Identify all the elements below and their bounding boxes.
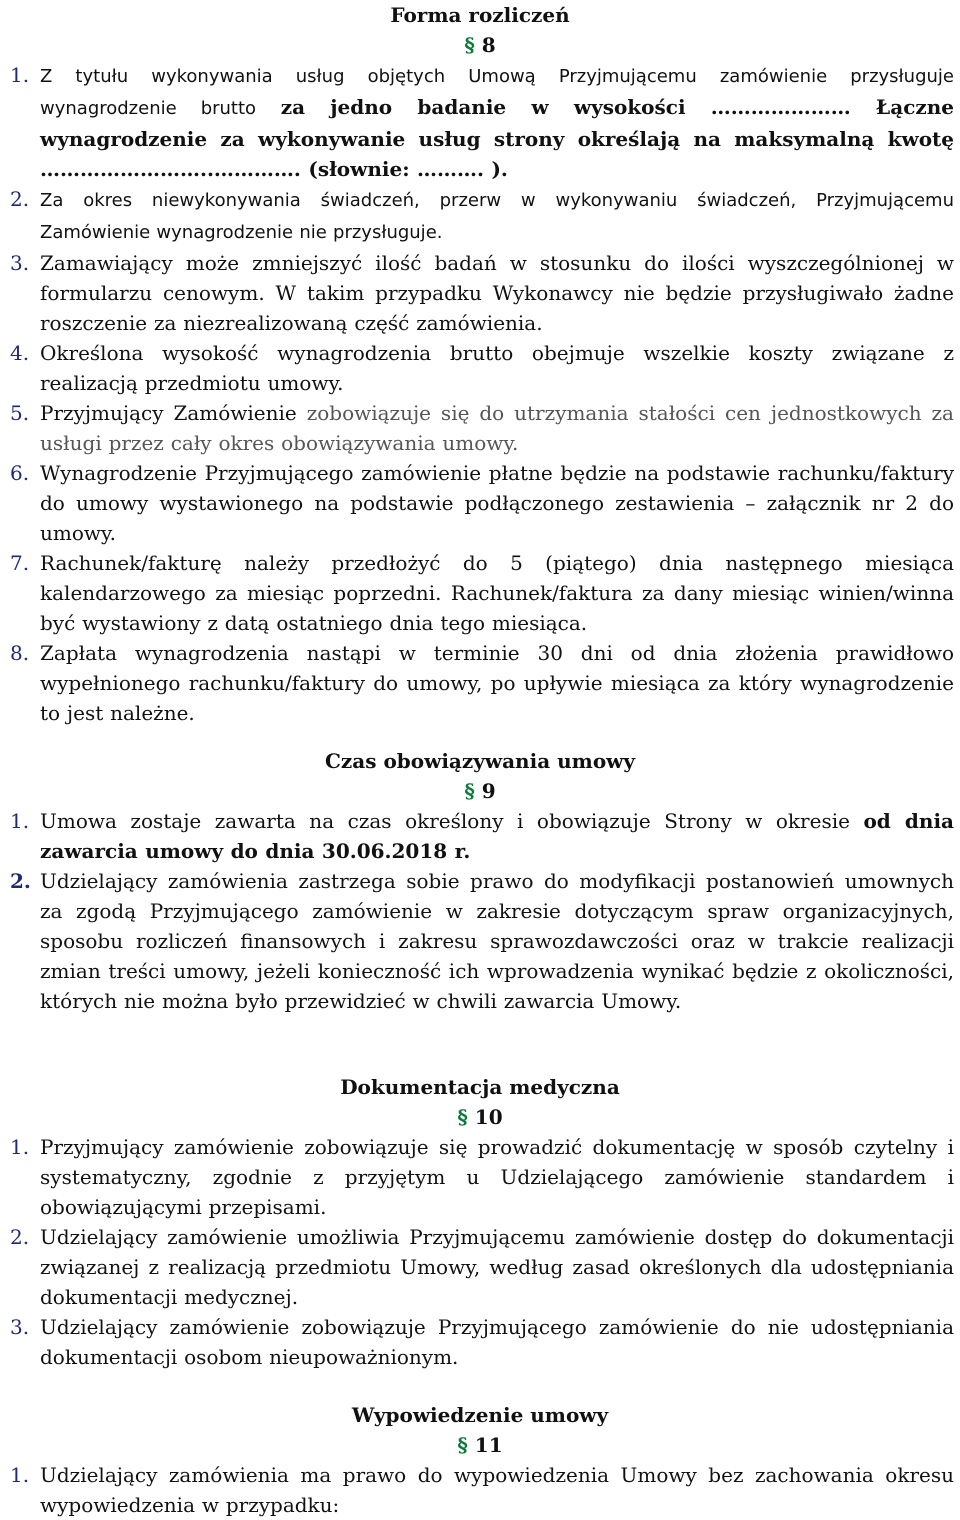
clause-item — [0, 548, 960, 638]
clause-number: 6. — [10, 461, 30, 485]
paragraph-number-value: 11 — [474, 1433, 503, 1457]
section-title: Czas obowiązywania umowy — [325, 749, 635, 773]
clause-item — [0, 806, 960, 866]
clause-number: 2. — [10, 869, 31, 893]
clause-number: 1. — [10, 1135, 30, 1159]
clause-number: 1. — [10, 63, 30, 87]
clause-text: Udzielający zamówienia ma prawo do wypowiedzenia Umowy bez zachowania okresu wypowiedzenia w przypadku: — [40, 1463, 954, 1517]
clause-text: Udzielający zamówienie umożliwia Przyjmującemu zamówienie dostęp do dokumentacji związanej z realizacją przedmiotu Umowy, według zasad określonych dla udostępniania dokumentacji medycznej. — [40, 1225, 954, 1309]
paragraph-number-value: 8 — [481, 33, 496, 57]
clause-text: Udzielający zamówienia zastrzega sobie prawo do modyfikacji postanowień umownych za zgodą Przyjmującego zamówienie w zakresie dotyczącym spraw organizacyjnych, sposobu rozliczeń finansowych i zakresu sprawozdawczości oraz w trakcie realizacji zmian treści umowy, jeżeli konieczność ich wprowadzenia wynikać będzie z okoliczności, których nie można było przewidzieć w chwili zawarcia Umowy. — [40, 869, 954, 1013]
clause-text: Określona wysokość wynagrodzenia brutto obejmuje wszelkie koszty związane z realizacją przedmiotu umowy. — [40, 341, 954, 395]
clause-item — [0, 248, 960, 338]
clause-number: 2. — [10, 187, 30, 211]
clause-text: Przyjmujący zamówienie zobowiązuje się prowadzić dokumentację w sposób czytelny i systematyczny, zgodnie z przyjętym u Udzielającego zamówienie standardem i obowiązującymi przepisami. — [40, 1135, 954, 1219]
clause-item — [0, 458, 960, 548]
clause-number: 1. — [10, 1463, 30, 1487]
clause-text: Wynagrodzenie Przyjmującego zamówienie płatne będzie na podstawie rachunku/faktury do umowy wystawionego na podstawie podłączonego zestawienia – załącznik nr 2 do umowy. — [40, 461, 954, 545]
clause-number: 4. — [10, 341, 30, 365]
clause-item — [0, 866, 960, 1016]
clause-text: Umowa zostaje zawarta na czas określony i obowiązuje Strony w okresie — [40, 809, 850, 833]
clause-item — [0, 338, 960, 398]
section-czas-obowiazywania — [0, 746, 960, 1016]
section-title: Forma rozliczeń — [390, 3, 570, 27]
clause-text-grey: zobowiązuje się do utrzymania stałości cen jednostkowych za usługi przez cały okres obowiązywania umowy. — [40, 401, 954, 455]
section-wypowiedzenie-umowy — [0, 1400, 960, 1520]
clause-text: Za okres niewykonywania świadczeń, przerw w wykonywaniu świadczeń, Przyjmującemu Zamówienie wynagrodzenie nie przysługuje. — [40, 190, 954, 243]
clause-list — [0, 60, 960, 728]
clause-text-bold: od dnia zawarcia umowy do dnia 30.06.2018 r. — [40, 809, 954, 863]
clause-item — [0, 60, 960, 184]
clause-number: 3. — [10, 1315, 30, 1339]
clause-number: 3. — [10, 251, 30, 275]
clause-number: 5. — [10, 401, 30, 425]
clause-number: 2. — [10, 1225, 30, 1249]
paragraph-number — [0, 1430, 960, 1460]
clause-item — [0, 1312, 960, 1372]
section-title: Dokumentacja medyczna — [340, 1075, 620, 1099]
paragraph-number — [0, 30, 960, 60]
clause-text: Zamawiający może zmniejszyć ilość badań w stosunku do ilości wyszczególnionej w formularzu cenowym. W takim przypadku Wykonawcy nie będzie przysługiwało żadne roszczenie za niezrealizowaną część zamówienia. — [40, 251, 954, 335]
clause-text: Rachunek/fakturę należy przedłożyć do 5 (piątego) dnia następnego miesiąca kalendarzowego za miesiąc poprzedni. Rachunek/faktura za dany miesiąc winien/winna być wystawiony z datą ostatniego dnia tego miesiąca. — [40, 551, 954, 635]
section-title: Wypowiedzenie umowy — [351, 1403, 609, 1427]
clause-item — [0, 398, 960, 458]
clause-item — [0, 1222, 960, 1312]
clause-text-bold: za jedno badanie w wysokości ………………… Łączne wynagrodzenie za wykonywanie usług strony określają na maksymalną kwotę ……………………..…………. (słownie: ………. ). — [40, 95, 955, 181]
clause-list — [0, 1460, 960, 1520]
paragraph-number — [0, 1102, 960, 1132]
section-forma-rozliczen — [0, 0, 960, 728]
clause-list — [0, 1132, 960, 1372]
paragraph-number-value: 10 — [474, 1105, 503, 1129]
clause-list — [0, 806, 960, 1016]
section-sign: § — [457, 1433, 468, 1457]
section-sign: § — [464, 33, 475, 57]
clause-text: Z tytułu wykonywania usług objętych Umową Przyjmującemu zamówienie przysługuje wynagrodzenie brutto — [40, 66, 954, 119]
clause-text: Udzielający zamówienie zobowiązuje Przyjmującego zamówienie do nie udostępniania dokumentacji osobom nieupoważnionym. — [40, 1315, 954, 1369]
clause-item — [0, 1132, 960, 1222]
clause-item — [0, 638, 960, 728]
clause-item — [0, 184, 960, 248]
section-sign: § — [464, 779, 475, 803]
clause-number: 7. — [10, 551, 30, 575]
section-sign: § — [457, 1105, 468, 1129]
paragraph-number — [0, 776, 960, 806]
clause-item — [0, 1460, 960, 1520]
paragraph-number-value: 9 — [481, 779, 496, 803]
clause-text: Zapłata wynagrodzenia nastąpi w terminie 30 dni od dnia złożenia prawidłowo wypełnionego rachunku/faktury do umowy, po upływie miesiąca za który wynagrodzenie to jest należne. — [40, 641, 954, 725]
clause-number: 8. — [10, 641, 30, 665]
clause-number: 1. — [10, 809, 30, 833]
section-dokumentacja-medyczna — [0, 1072, 960, 1372]
clause-text: Przyjmujący Zamówienie — [40, 401, 297, 425]
